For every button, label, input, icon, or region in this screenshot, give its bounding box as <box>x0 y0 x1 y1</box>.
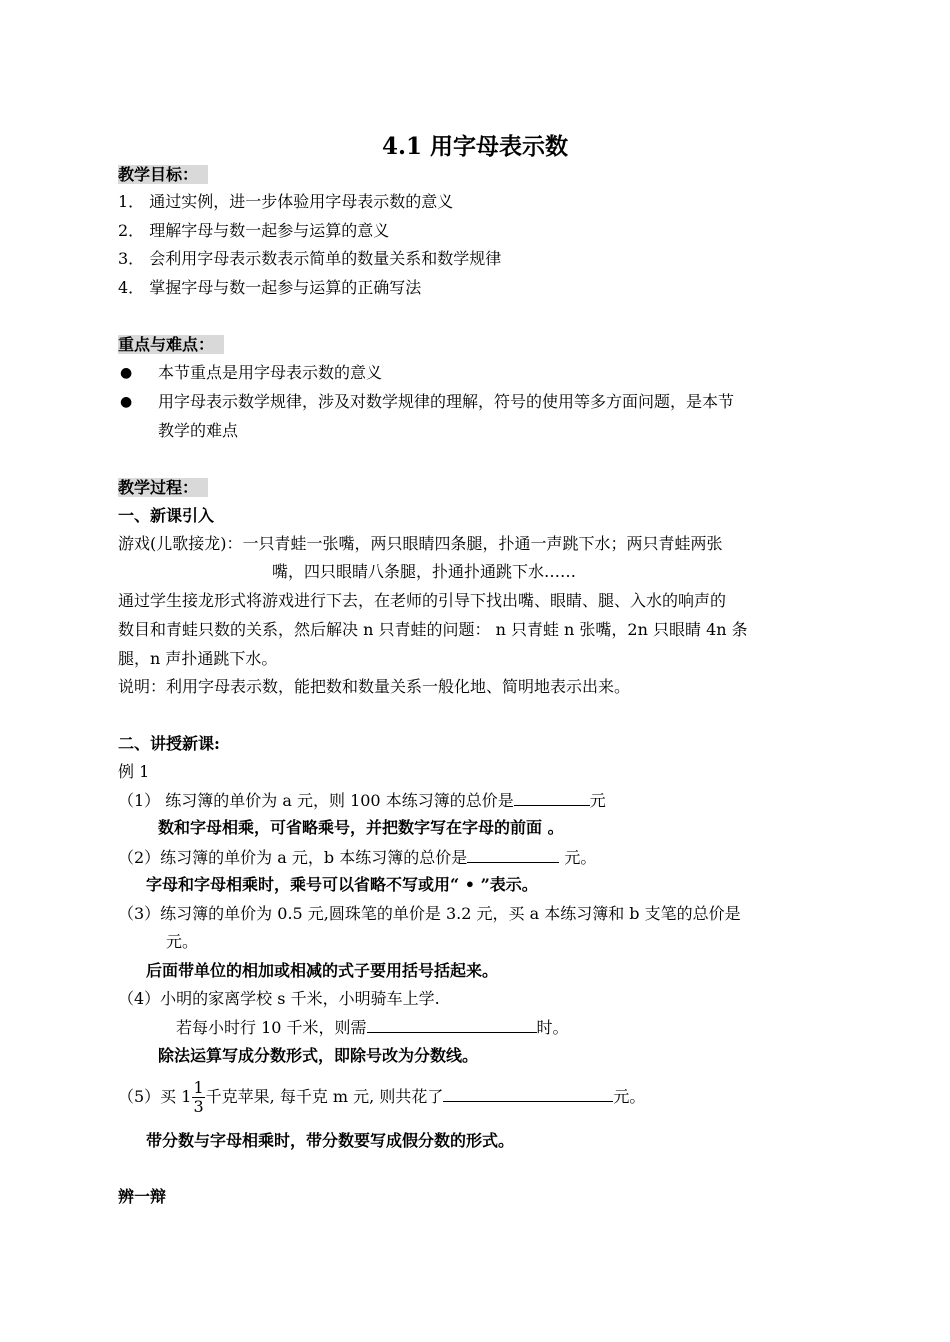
mixed-fraction <box>192 1079 204 1116</box>
goal-item-3: 3． 会利用字母表示数表示简单的数量关系和数学规律 <box>118 249 502 268</box>
question-2 <box>118 846 596 869</box>
note-line: 说明：利用字母表示数，能把数和数量关系一般化地、简明地表示出来。 <box>118 677 631 696</box>
goal-item-4: 4． 掌握字母与数一起参与运算的正确写法 <box>118 278 422 297</box>
answer-blank-1[interactable] <box>514 789 590 806</box>
example-label: 例 1 <box>118 762 150 781</box>
question-4-unit: 时。 <box>536 1018 569 1037</box>
paragraph-line-1: 通过学生接龙形式将游戏进行下去，在老师的引导下找出嘴、眼睛、腿、入水的响声的 <box>118 591 727 610</box>
question-1 <box>118 789 606 812</box>
question-1-text: （1） 练习簿的单价为 a 元，则 100 本练习簿的总价是 <box>118 791 514 810</box>
goals-heading-text: 教学目标： <box>118 165 208 184</box>
question-5-pre: （5）买 1 <box>118 1087 192 1106</box>
question-2-text: （2）练习簿的单价为 a 元，b 本练习簿的总价是 <box>118 848 468 867</box>
fraction-denominator: 3 <box>193 1097 204 1116</box>
process-heading-text: 教学过程： <box>118 478 208 497</box>
question-3-line-1: （3）练习簿的单价为 0.5 元,圆珠笔的单价是 3.2 元，买 a 本练习簿和 b 支笔的总价是 <box>118 904 741 923</box>
rule-1: 数和字母相乘，可省略乘号，并把数字写在字母的前面 。 <box>158 818 564 837</box>
keypoint-item-1: 本节重点是用字母表示数的意义 <box>158 363 383 382</box>
keypoints-heading-text: 重点与难点： <box>118 335 224 354</box>
keypoints-heading <box>118 334 224 356</box>
rule-4: 除法运算写成分数形式，即除号改为分数线。 <box>158 1046 479 1065</box>
goal-item-1: 1． 通过实例，进一步体验用字母表示数的意义 <box>118 192 454 211</box>
question-4-text: 若每小时行 10 千米，则需 <box>176 1018 367 1037</box>
section1-title: 一、新课引入 <box>118 506 215 525</box>
game-line-2: 嘴，四只眼睛八条腿，扑通扑通跳下水…… <box>272 562 577 581</box>
rule-5: 带分数与字母相乘时，带分数要写成假分数的形式。 <box>146 1131 515 1150</box>
question-1-unit: 元 <box>589 791 606 810</box>
answer-blank-2[interactable] <box>467 846 559 863</box>
bullet-icon: ● <box>120 394 133 410</box>
keypoint-item-2-cont: 教学的难点 <box>158 421 239 440</box>
paragraph-line-2: 数目和青蛙只数的关系，然后解决 n 只青蛙的问题： n 只青蛙 n 张嘴，2n 只眼睛 4n 条 <box>118 620 748 639</box>
paragraph-line-3: 腿，n 声扑通跳下水。 <box>118 649 278 668</box>
question-3-line-2: 元。 <box>166 932 199 951</box>
keypoint-item-2: 用字母表示数学规律，涉及对数学规律的理解，符号的使用等多方面问题，是本节 <box>158 392 735 411</box>
bullet-icon: ● <box>120 365 133 381</box>
debate-title: 辨一辩 <box>118 1187 167 1206</box>
rule-2: 字母和字母相乘时，乘号可以省略不写或用“ • ”表示。 <box>146 875 538 894</box>
page-title: 4.1 用字母表示数 <box>381 133 569 160</box>
game-line-1: 游戏(儿歌接龙)：一只青蛙一张嘴，两只眼睛四条腿，扑通一声跳下水；两只青蛙两张 <box>118 534 723 553</box>
question-2-unit: 元。 <box>559 848 597 867</box>
section2-title: 二、讲授新课: <box>118 734 220 753</box>
question-4-line-2 <box>176 1016 569 1039</box>
goal-item-2: 2． 理解字母与数一起参与运算的意义 <box>118 221 390 240</box>
rule-3: 后面带单位的相加或相减的式子要用括号括起来。 <box>146 961 499 980</box>
question-4-line-1: （4）小明的家离学校 s 千米，小明骑车上学. <box>118 989 440 1008</box>
question-5 <box>118 1076 645 1118</box>
fraction-numerator: 1 <box>193 1078 204 1097</box>
process-heading <box>118 477 208 499</box>
answer-blank-5[interactable] <box>443 1085 613 1102</box>
answer-blank-4[interactable] <box>367 1016 537 1033</box>
question-5-unit: 元。 <box>613 1087 646 1106</box>
question-5-mid: 千克苹果, 每千克 m 元, 则共花了 <box>205 1087 444 1106</box>
goals-heading <box>118 164 208 186</box>
